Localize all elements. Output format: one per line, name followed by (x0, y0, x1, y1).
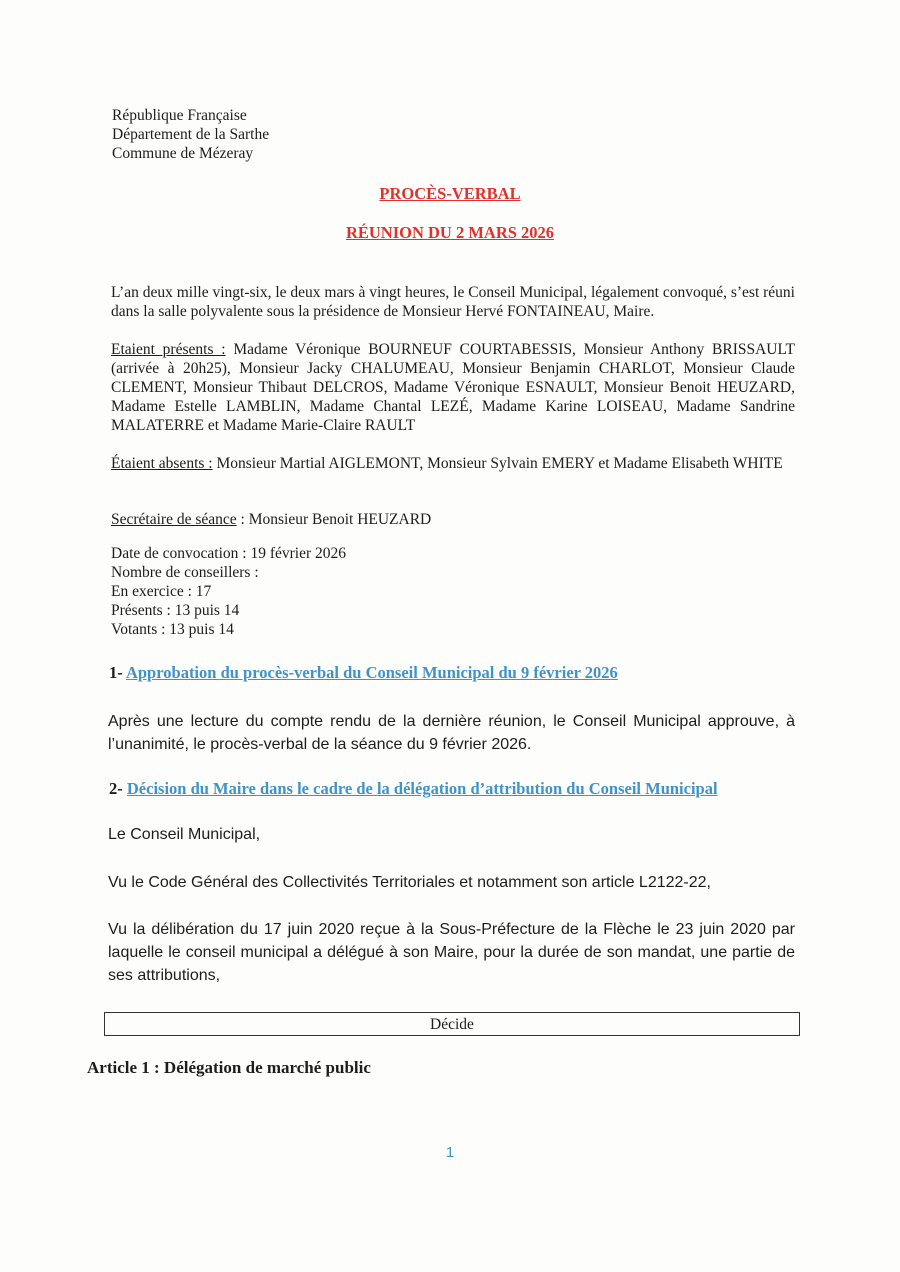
header-commune: Commune de Mézeray (112, 145, 254, 162)
section-2-title: Décision du Maire dans le cadre de la délégation d’attribution du Conseil Municipal (126, 779, 718, 798)
attendees-absent-list: Monsieur Martial AIGLEMONT, Monsieur Sylvain EMERY et Madame Elisabeth WHITE (212, 455, 783, 472)
section-2-code-reference: Vu le Code Général des Collectivités Territoriales et notamment son article L2122-22, (108, 874, 711, 891)
section-2-deliberation: Vu la délibération du 17 juin 2020 reçue à la Sous-Préfecture de la Flèche le 23 juin 2020 par laquelle le conseil municipal a délégué à son Maire, pour la durée de son mandat, une partie de ses attributions, (108, 921, 795, 984)
convocation-date: Date de convocation : 19 février 2026 (111, 545, 346, 562)
councillors-voting: Votants : 13 puis 14 (111, 621, 234, 638)
councillor-count-label: Nombre de conseillers : (111, 564, 259, 581)
section-2-council: Le Conseil Municipal, (108, 826, 261, 843)
section-1-body: Après une lecture du compte rendu de la dernière réunion, le Conseil Municipal approuve, à l’unanimité, le procès-verbal de la séance du 9 février 2026. (108, 713, 795, 753)
header-department: Département de la Sarthe (112, 126, 270, 143)
section-2-number: 2- (109, 779, 127, 798)
section-1-title: Approbation du procès-verbal du Conseil Municipal du 9 février 2026 (125, 663, 618, 682)
page-number: 1 (445, 1144, 455, 1161)
article-1-heading: Article 1 : Délégation de marché public (87, 1058, 371, 1077)
intro-paragraph: L’an deux mille vingt-six, le deux mars à vingt heures, le Conseil Municipal, légalement convoqué, s’est réuni dans la salle polyvalente sous la présidence de Monsieur Hervé FONTAINEAU, Maire. (111, 284, 795, 320)
section-2-heading (109, 779, 718, 799)
meeting-date-title: RÉUNION DU 2 MARS 2026 (345, 223, 555, 242)
attendees-present-list: Madame Véronique BOURNEUF COURTABESSIS, Monsieur Anthony BRISSAULT (arrivée à 20h25), Monsieur Jacky CHALUMEAU, Monsieur Benjamin CHARLOT, Monsieur Claude CLEMENT, Monsieur Thibaut DELCROS, Madame Véronique ESNAULT, Monsieur Benoit HEUZARD, Madame Estelle LAMBLIN, Madame Chantal LEZÉ, Madame Karine LOISEAU, Madame Sandrine MALATERRE et Madame Marie-Claire RAULT (111, 341, 795, 434)
section-1-heading (109, 663, 618, 683)
session-secretary-name: : Monsieur Benoit HEUZARD (236, 511, 432, 528)
header-republic: République Française (112, 107, 247, 124)
councillors-present: Présents : 13 puis 14 (111, 602, 240, 619)
decide-box: Décide (104, 1012, 800, 1036)
attendees-absent (111, 454, 795, 473)
section-1-number: 1- (109, 663, 126, 682)
session-secretary (111, 510, 795, 529)
attendees-present-label: Etaient présents : (111, 341, 226, 358)
councillors-in-office: En exercice : 17 (111, 583, 212, 600)
attendees-absent-label: Étaient absents : (111, 455, 213, 472)
attendees-present (111, 340, 795, 435)
document-header (112, 106, 269, 163)
page-title: PROCÈS-VERBAL (379, 184, 521, 203)
session-secretary-label: Secrétaire de séance (111, 511, 237, 528)
council-stats (111, 544, 795, 639)
